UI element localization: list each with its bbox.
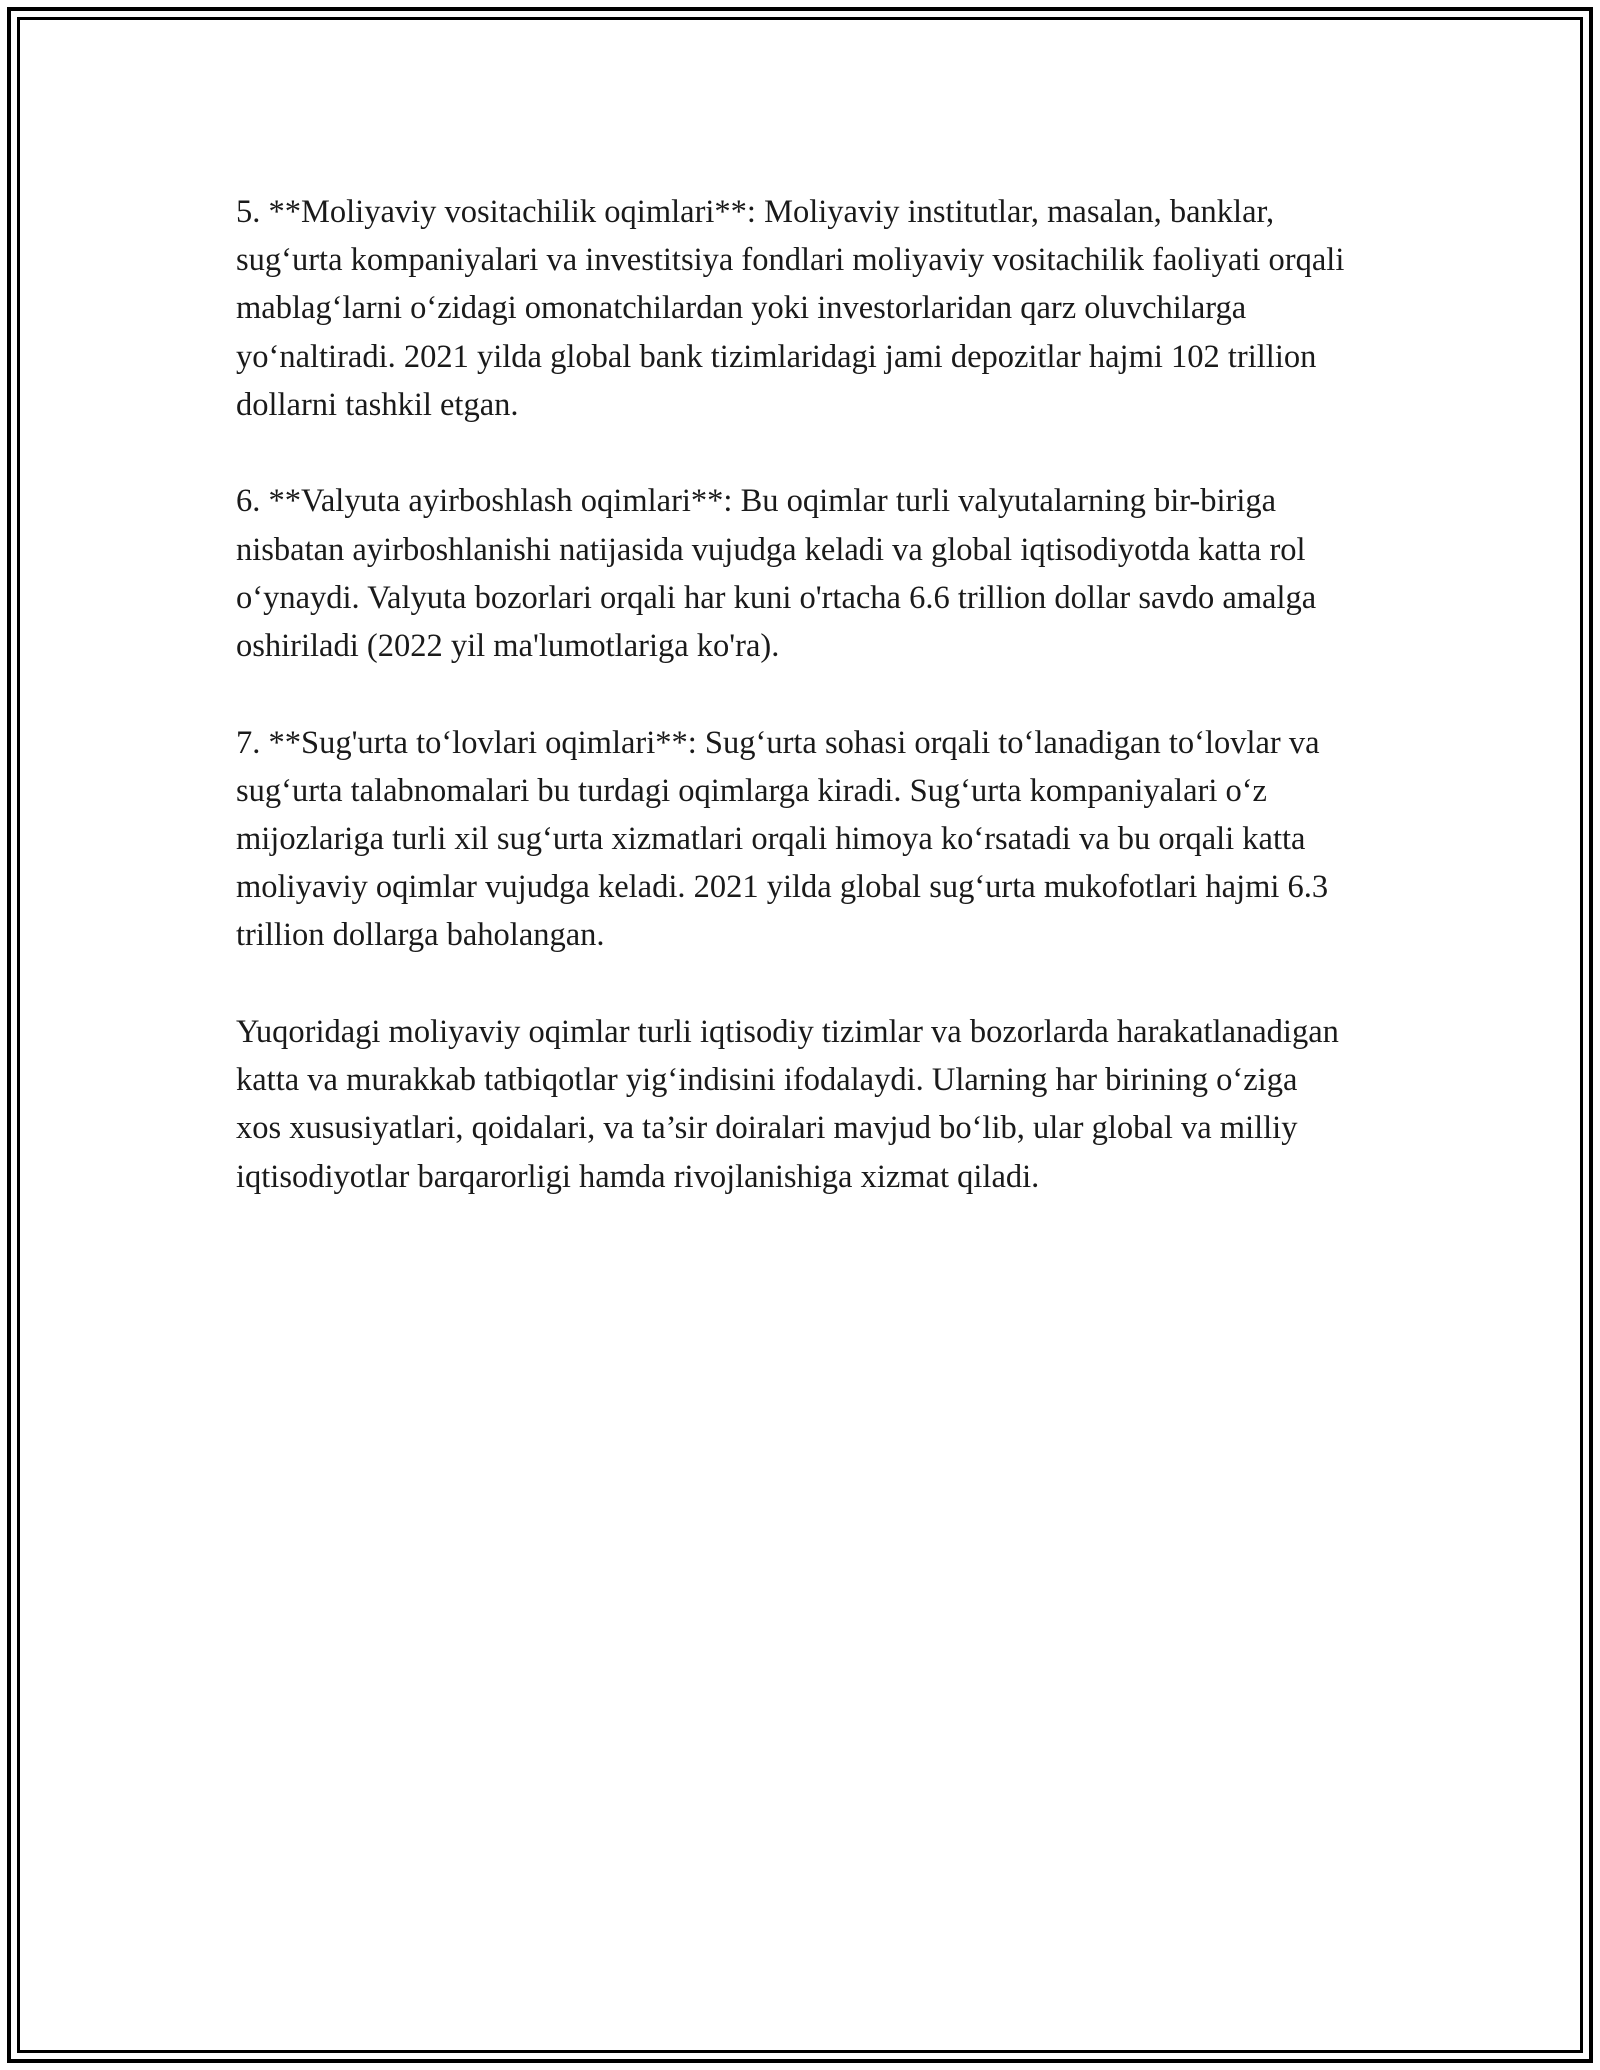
paragraph-insurance-payment-flows: 7. **Sug'urta to‘lovlari oqimlari**: Sug‘urta sohasi orqali to‘lanadigan to‘lovlar va sug‘urta talabnomalari bu turdagi oqimlarga kiradi. Sug‘urta kompaniyalari o‘z mijozlariga turli xil sug‘urta xizmatlari orqali himoya ko‘rsatadi va bu orqali katta moliyaviy oqimlar vujudga keladi. 2021 yilda global sug‘urta mukofotlari hajmi 6.3 trillion dollarga baholangan.: [236, 724, 1329, 954]
document-body: [236, 188, 1346, 1201]
paragraph-financial-intermediation-flows: 5. **Moliyaviy vositachilik oqimlari**: Moliyaviy institutlar, masalan, banklar, sug‘urta kompaniyalari va investitsiya fondlari moliyaviy vositachilik faoliyati orqali mablag‘larni o‘zidagi omonatchilardan yoki investorlaridan qarz oluvchilarga yo‘naltiradi. 2021 yilda global bank tizimlaridagi jami depozitlar hajmi 102 trillion dollarni tashkil etgan.: [236, 194, 1345, 423]
paragraph-currency-exchange-flows: 6. **Valyuta ayirboshlash oqimlari**: Bu oqimlar turli valyutalarning bir-biriga nisbatan ayirboshlanishi natijasida vujudga keladi va global iqtisodiyotda katta rol o‘ynaydi. Valyuta bozorlari orqali har kuni o'rtacha 6.6 trillion dollar savdo amalga oshiriladi (2022 yil ma'lumotlariga ko'ra).: [236, 483, 1317, 665]
paragraph-conclusion: Yuqoridagi moliyaviy oqimlar turli iqtisodiy tizimlar va bozorlarda harakatlanadigan katta va murakkab tatbiqotlar yig‘indisini ifodalaydi. Ularning har birining o‘ziga xos xususiyatlari, qoidalari, va ta’sir doiralari mavjud bo‘lib, ular global va milliy iqtisodiyotlar barqarorligi hamda rivojlanishiga xizmat qiladi.: [236, 1014, 1339, 1195]
